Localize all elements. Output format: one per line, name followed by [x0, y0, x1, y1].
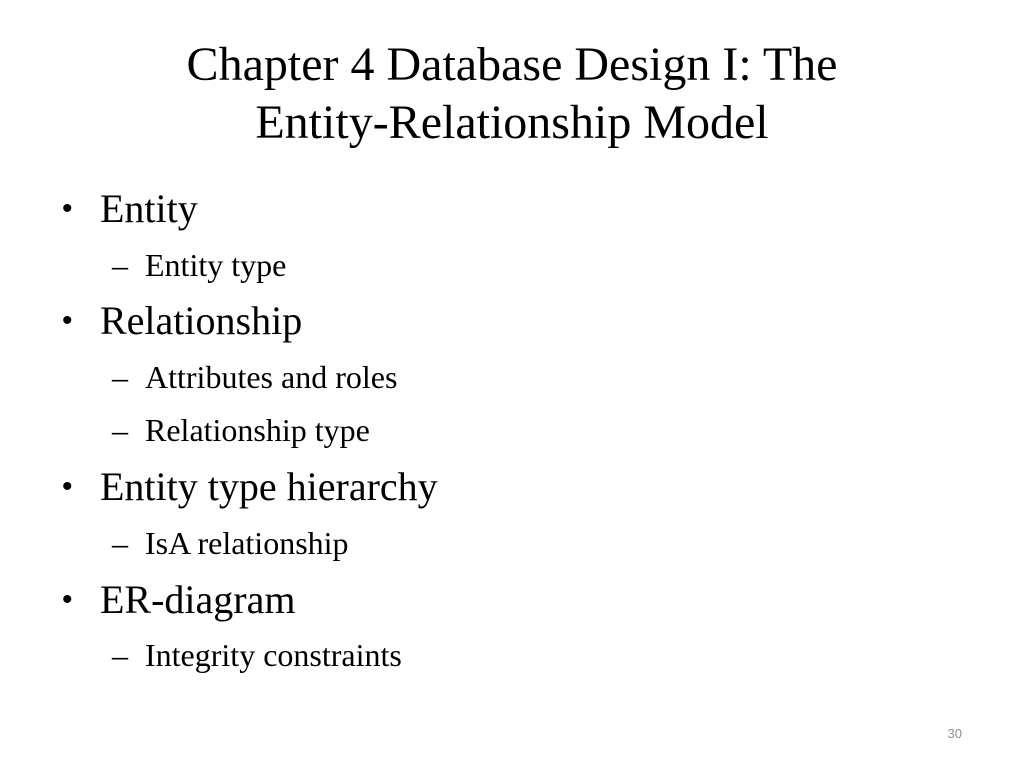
bullet-marker: •: [62, 583, 73, 616]
sub-marker: –: [112, 247, 128, 283]
sub-item-attributes-and-roles: [112, 357, 397, 397]
bullet-marker: •: [62, 192, 73, 225]
sub-item-label: Entity type: [145, 247, 287, 283]
sub-marker: –: [112, 637, 128, 673]
bullet-item-entity-type-hierarchy: [62, 463, 438, 511]
sub-item-isa-relationship: [112, 523, 349, 563]
bullet-label: Entity type hierarchy: [100, 464, 438, 509]
bullet-marker: •: [62, 470, 73, 503]
bullet-item-er-diagram: [62, 576, 296, 624]
slide-title-line-2: Entity-Relationship Model: [255, 96, 769, 149]
bullet-label: Entity: [100, 186, 198, 231]
slide-title-line-1: Chapter 4 Database Design I: The: [186, 38, 838, 91]
sub-item-entity-type: [112, 245, 286, 285]
bullet-item-relationship: [62, 297, 302, 345]
bullet-label: Relationship: [100, 298, 303, 343]
sub-item-label: Integrity constraints: [145, 637, 402, 673]
bullet-marker: •: [62, 304, 73, 337]
bullet-item-entity: [62, 185, 198, 233]
bullet-label: ER-diagram: [100, 577, 296, 622]
sub-item-integrity-constraints: [112, 635, 402, 675]
sub-marker: –: [112, 412, 128, 448]
sub-item-label: IsA relationship: [145, 525, 349, 561]
sub-item-relationship-type: [112, 410, 370, 450]
sub-item-label: Attributes and roles: [145, 359, 398, 395]
sub-item-label: Relationship type: [145, 412, 370, 448]
sub-marker: –: [112, 525, 128, 561]
page-number: 30: [947, 726, 962, 741]
sub-marker: –: [112, 359, 128, 395]
